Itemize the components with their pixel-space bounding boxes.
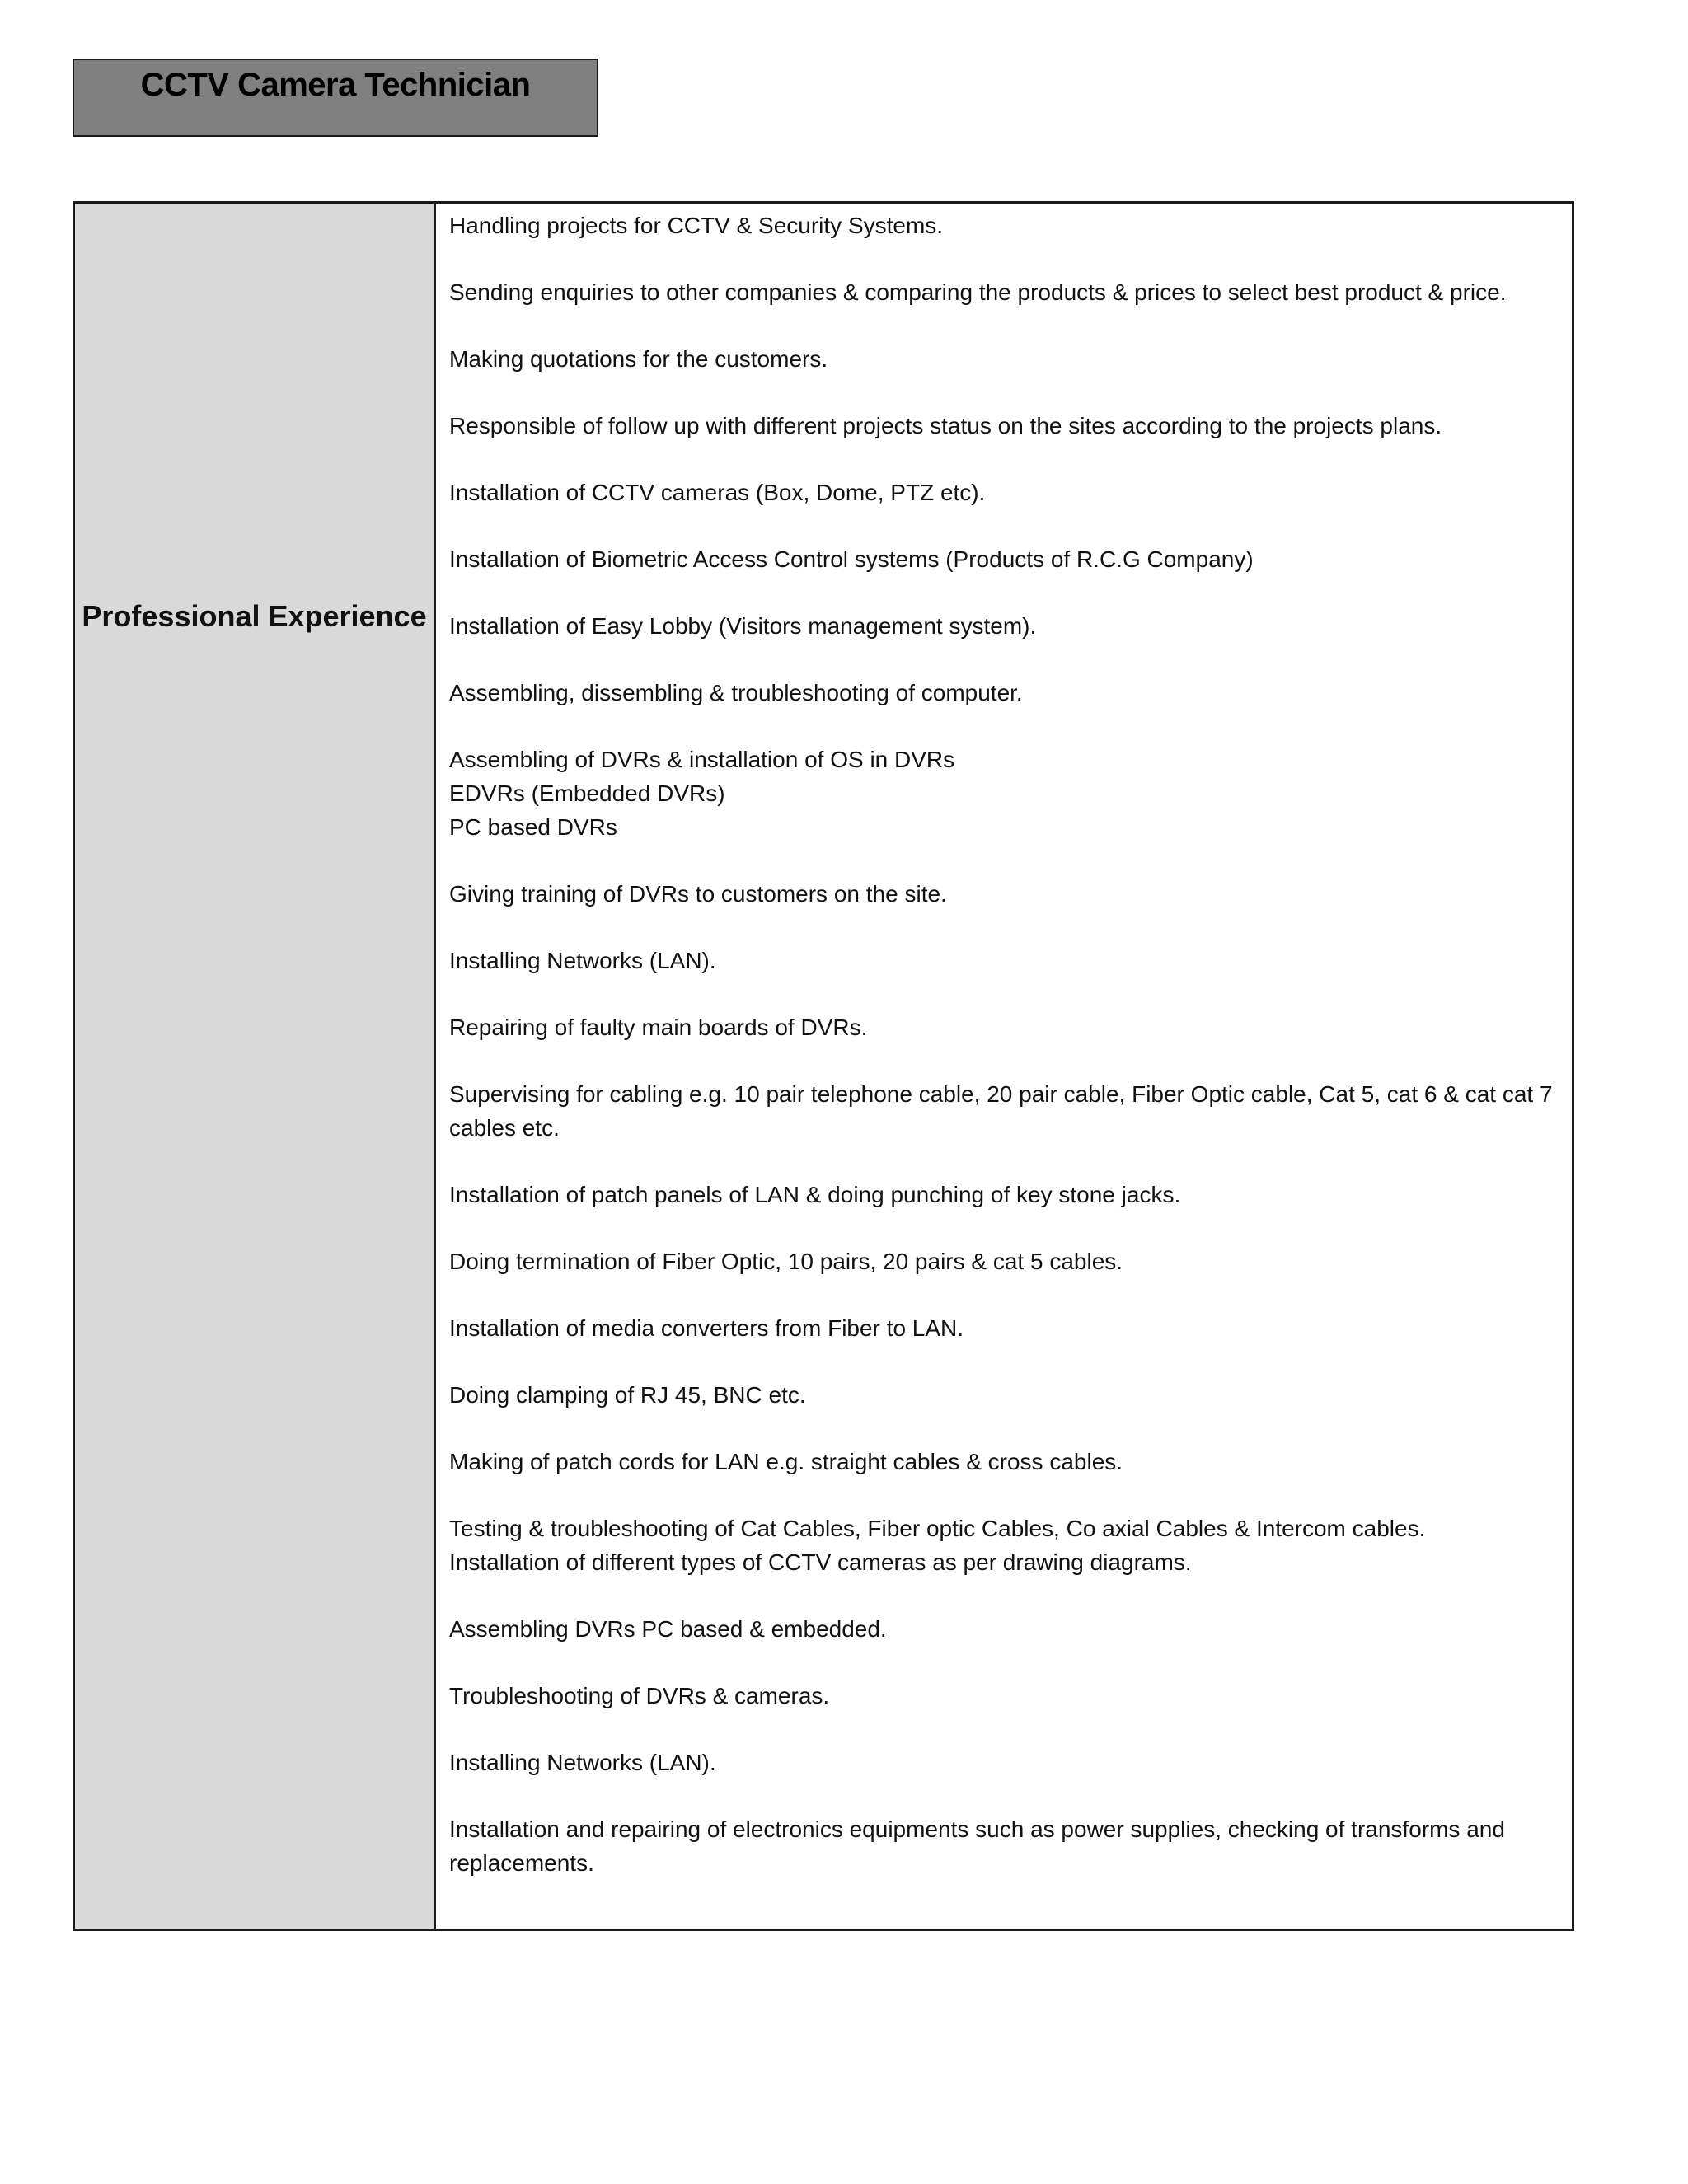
experience-item bbox=[449, 1812, 1555, 1880]
page-title: CCTV Camera Technician bbox=[140, 67, 531, 103]
experience-item bbox=[449, 1746, 1555, 1779]
experience-item bbox=[449, 743, 1555, 844]
experience-line: Supervising for cabling e.g. 10 pair telephone cable, 20 pair cable, Fiber Optic cable, Cat 5, cat 6 & cat cat 7 cables etc. bbox=[449, 1081, 1553, 1141]
experience-line: Making of patch cords for LAN e.g. straight cables & cross cables. bbox=[449, 1449, 1123, 1474]
experience-item bbox=[449, 1311, 1555, 1345]
experience-item bbox=[449, 476, 1555, 509]
section-label: Professional Experience bbox=[82, 599, 427, 633]
experience-item bbox=[449, 342, 1555, 376]
experience-line: Assembling DVRs PC based & embedded. bbox=[449, 1616, 887, 1642]
experience-item bbox=[449, 609, 1555, 643]
experience-line: Giving training of DVRs to customers on the site. bbox=[449, 881, 947, 907]
experience-item bbox=[449, 1244, 1555, 1278]
experience-item bbox=[449, 1077, 1555, 1145]
title-box bbox=[73, 59, 598, 137]
experience-item bbox=[449, 1378, 1555, 1412]
experience-item bbox=[449, 1010, 1555, 1044]
experience-line: Testing & troubleshooting of Cat Cables, Fiber optic Cables, Co axial Cables & Intercom cables. bbox=[449, 1516, 1426, 1541]
experience-line: Making quotations for the customers. bbox=[449, 346, 828, 372]
experience-item bbox=[449, 275, 1555, 309]
experience-line: Responsible of follow up with different projects status on the sites according to the projects plans. bbox=[449, 413, 1442, 438]
experience-item bbox=[449, 1679, 1555, 1713]
experience-item bbox=[449, 542, 1555, 576]
experience-line: Installing Networks (LAN). bbox=[449, 948, 716, 973]
experience-line: Troubleshooting of DVRs & cameras. bbox=[449, 1683, 830, 1708]
experience-line: Sending enquiries to other companies & comparing the products & prices to select best product & price. bbox=[449, 279, 1507, 305]
experience-line: Installation of Biometric Access Control systems (Products of R.C.G Company) bbox=[449, 546, 1254, 572]
experience-line: PC based DVRs bbox=[449, 814, 617, 840]
experience-line: Installing Networks (LAN). bbox=[449, 1750, 716, 1775]
experience-item bbox=[449, 877, 1555, 911]
experience-item bbox=[449, 676, 1555, 710]
experience-item bbox=[449, 209, 1555, 242]
experience-item bbox=[449, 1511, 1555, 1579]
experience-table bbox=[73, 201, 1574, 1931]
experience-line: EDVRs (Embedded DVRs) bbox=[449, 780, 725, 806]
section-label-cell bbox=[75, 204, 436, 1929]
experience-item bbox=[449, 1445, 1555, 1479]
experience-item bbox=[449, 1178, 1555, 1212]
experience-line: Installation and repairing of electronics equipments such as power supplies, checking of transforms and replacements. bbox=[449, 1816, 1505, 1876]
experience-line: Doing clamping of RJ 45, BNC etc. bbox=[449, 1382, 806, 1408]
experience-line: Installation of patch panels of LAN & doing punching of key stone jacks. bbox=[449, 1182, 1181, 1207]
experience-line: Installation of Easy Lobby (Visitors management system). bbox=[449, 613, 1037, 639]
experience-line: Installation of media converters from Fiber to LAN. bbox=[449, 1315, 964, 1341]
experience-line: Assembling of DVRs & installation of OS in DVRs bbox=[449, 747, 955, 772]
experience-line: Installation of different types of CCTV cameras as per drawing diagrams. bbox=[449, 1549, 1192, 1575]
experience-line: Installation of CCTV cameras (Box, Dome, PTZ etc). bbox=[449, 480, 986, 505]
experience-line: Repairing of faulty main boards of DVRs. bbox=[449, 1015, 868, 1040]
experience-item bbox=[449, 1612, 1555, 1646]
experience-line: Assembling, dissembling & troubleshooting of computer. bbox=[449, 680, 1023, 705]
experience-item bbox=[449, 944, 1555, 977]
experience-line: Handling projects for CCTV & Security Systems. bbox=[449, 213, 944, 238]
experience-list bbox=[436, 204, 1572, 1929]
experience-line: Doing termination of Fiber Optic, 10 pairs, 20 pairs & cat 5 cables. bbox=[449, 1249, 1123, 1274]
experience-item bbox=[449, 409, 1555, 443]
